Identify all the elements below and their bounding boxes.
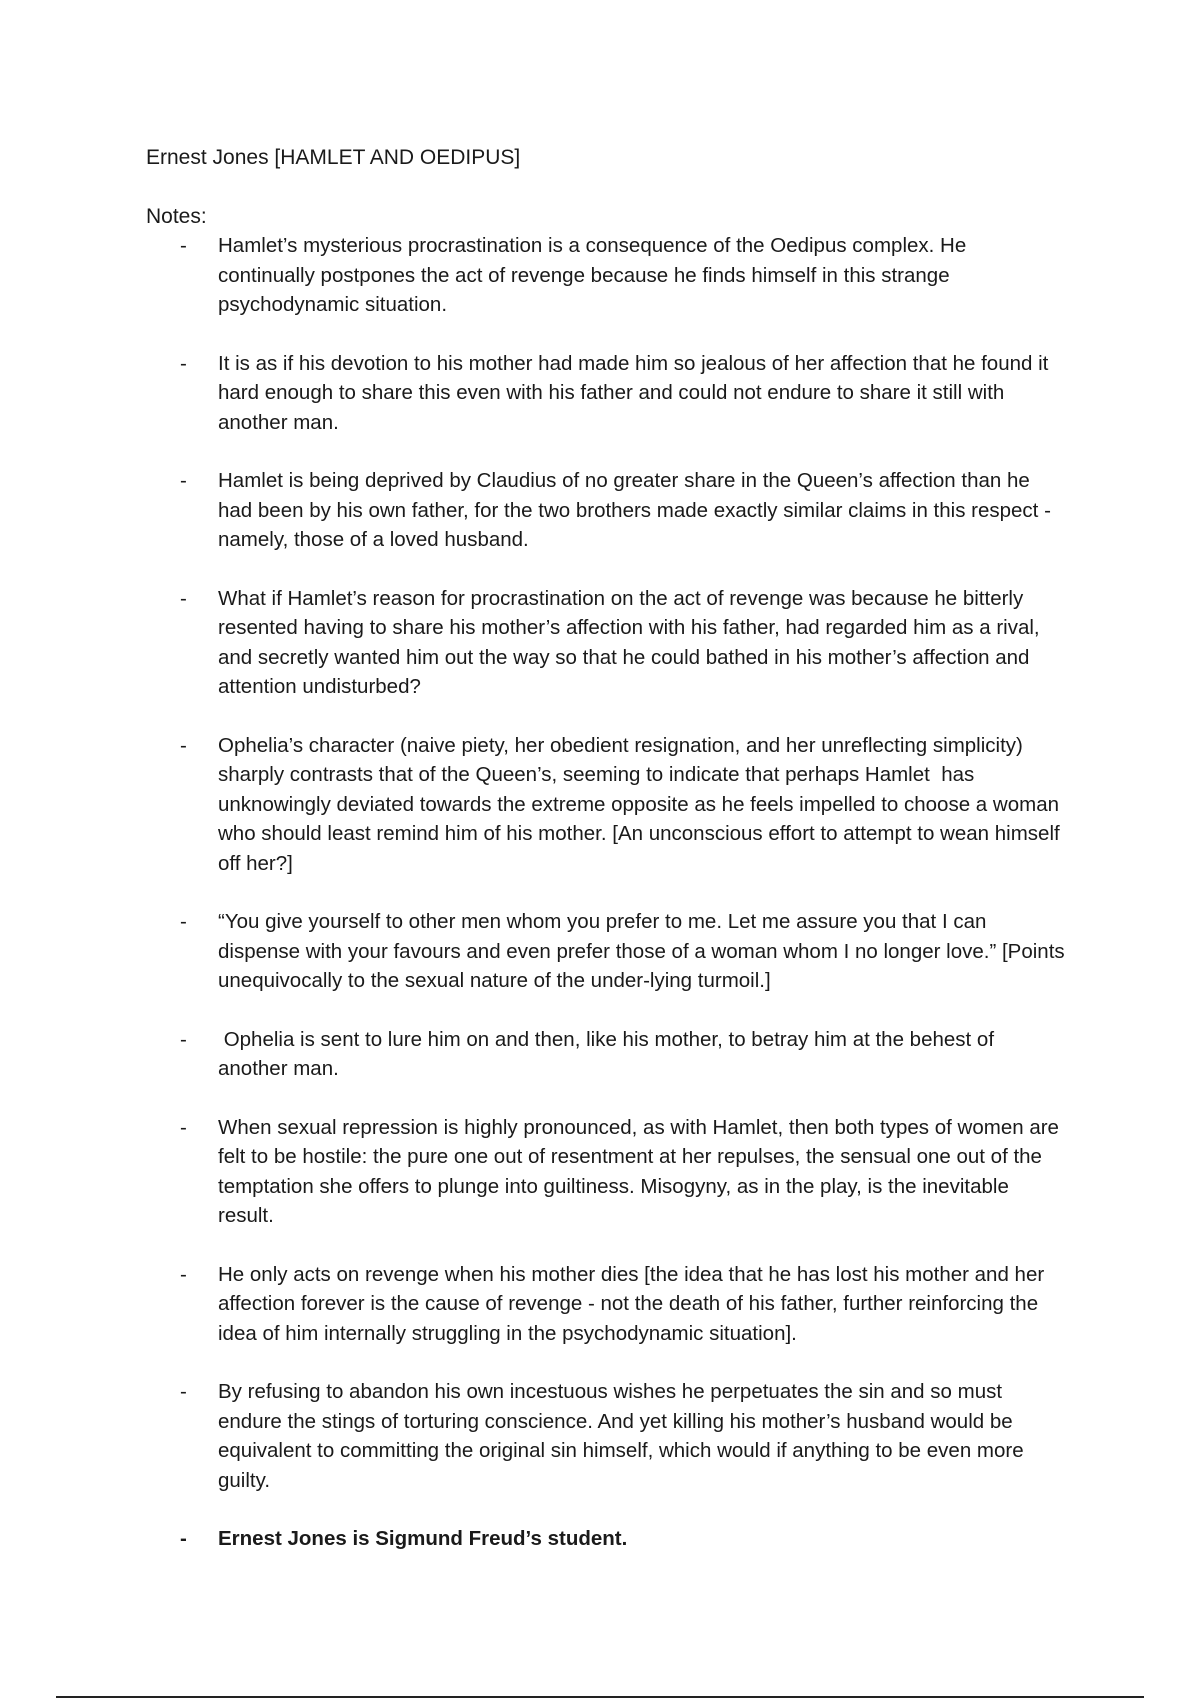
note-item xyxy=(146,584,1066,702)
bullet-dash: - xyxy=(180,469,187,492)
note-item xyxy=(146,731,1066,879)
note-item xyxy=(146,466,1066,555)
bullet-dash: - xyxy=(180,1527,187,1550)
bullet-dash: - xyxy=(180,1380,187,1403)
note-item xyxy=(146,1260,1066,1349)
bullet-dash: - xyxy=(180,733,187,757)
bullet-dash: - xyxy=(180,586,187,610)
document-title: Ernest Jones [HAMLET AND OEDIPUS] xyxy=(146,146,521,169)
note-text: Ophelia is sent to lure him on and then, like his mother, to betray him at the behest of another man. xyxy=(218,1027,1000,1080)
note-text: He only acts on revenge when his mother dies [the idea that he has lost his mother and her affection forever is the cause of revenge - not the death of his father, further reinforcing the idea of him internally struggling in the psychodynamic situation]. xyxy=(218,1262,1050,1345)
note-text: “You give yourself to other men whom you prefer to me. Let me assure you that I can dispense with your favours and even prefer those of a woman whom I no longer love.” [Points unequivocally to the sexual nature of the under-lying turmoil.] xyxy=(218,910,1071,992)
note-text: Hamlet’s mysterious procrastination is a consequence of the Oedipus complex. He continually postpones the act of revenge because he finds himself in this strange psychodynamic situation. xyxy=(218,234,972,316)
note-text: What if Hamlet’s reason for procrastination on the act of revenge was because he bitterly resented having to share his mother’s affection with his father, had regarded him as a rival, and secretly wanted him out the way so that he could bathed in his mother’s affection and attention undisturbed? xyxy=(218,586,1046,698)
note-text: Ophelia’s character (naive piety, her obedient resignation, and her unreflecting simplicity) sharply contrasts that of the Queen’s, seeming to indicate that perhaps Hamlet has unknowingly deviated towards the extreme opposite as he feels impelled to choose a woman who should least remind him of his mother. [An unconscious effort to attempt to wean himself off her?] xyxy=(218,733,1066,875)
bullet-dash: - xyxy=(180,351,187,375)
note-item xyxy=(146,907,1071,996)
notes-label: Notes: xyxy=(146,205,207,228)
footer-divider xyxy=(56,1696,1144,1698)
bullet-dash: - xyxy=(180,910,187,933)
note-item xyxy=(146,1113,1066,1231)
note-text: Ernest Jones is Sigmund Freud’s student. xyxy=(218,1527,628,1550)
note-text: It is as if his devotion to his mother had made him so jealous of her affection that he found it hard enough to share this even with his father and could not endure to share it still with another man. xyxy=(218,351,1055,434)
note-text: By refusing to abandon his own incestuous wishes he perpetuates the sin and so must endure the stings of torturing conscience. And yet killing his mother’s husband would be equivalent to committing the original sin himself, which would if anything to be even more guilty. xyxy=(218,1380,1030,1492)
note-item xyxy=(146,231,1066,320)
note-item xyxy=(146,1025,1066,1084)
note-item xyxy=(146,349,1066,438)
bullet-dash: - xyxy=(180,1115,187,1139)
note-item xyxy=(146,1524,1066,1554)
note-item xyxy=(146,1377,1066,1495)
notes-list xyxy=(146,231,1071,1583)
note-text: When sexual repression is highly pronounced, as with Hamlet, then both types of women are felt to be hostile: the pure one out of resentment at her repulses, the sensual one out of the temptation she offers to plunge into guiltiness. Misogyny, as in the play, is the inevitable result. xyxy=(218,1115,1065,1227)
bullet-dash: - xyxy=(180,1262,187,1286)
bullet-dash: - xyxy=(180,234,187,257)
bullet-dash: - xyxy=(180,1027,187,1051)
note-text: Hamlet is being deprived by Claudius of no greater share in the Queen’s affection than he had been by his own father, for the two brothers made exactly similar claims in this respect - namely, those of a loved husband. xyxy=(218,469,1057,551)
